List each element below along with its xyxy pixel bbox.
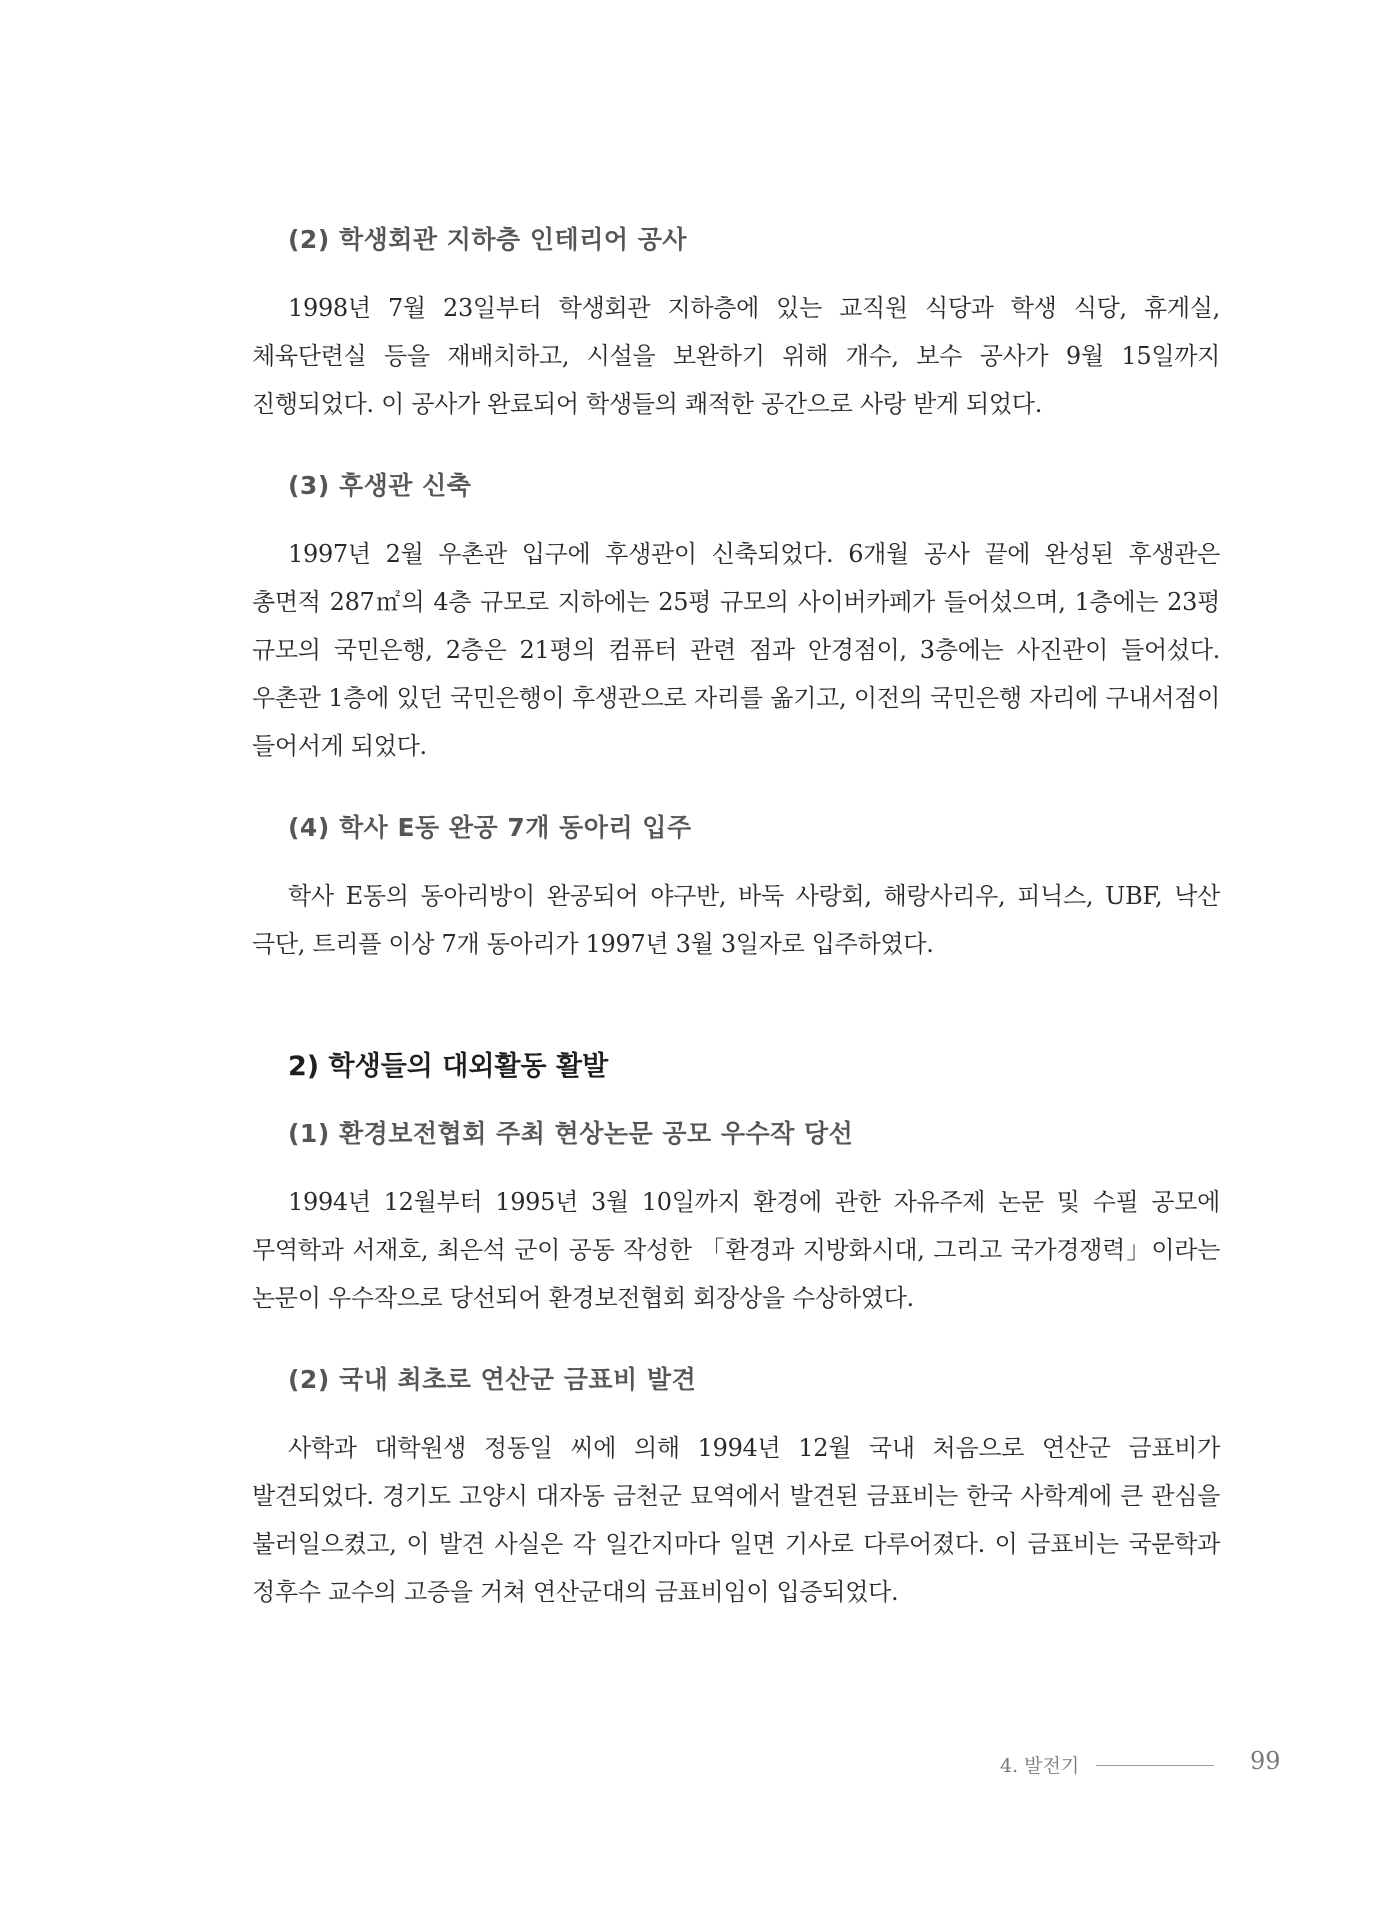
subsection-heading: (4) 학사 E동 완공 7개 동아리 입주: [288, 813, 692, 842]
page-number: 99: [1250, 1747, 1281, 1775]
subsection-heading: (2) 학생회관 지하층 인테리어 공사: [288, 225, 688, 254]
subsection-heading: (1) 환경보전협회 주최 현상논문 공모 우수작 당선: [288, 1119, 854, 1148]
footer-chapter-label: 4. 발전기: [1000, 1755, 1080, 1777]
subsection-paragraph: 사학과 대학원생 정동일 씨에 의해 1994년 12월 국내 처음으로 연산군 금표비가 발견되었다. 경기도 고양시 대자동 금천군 묘역에서 발견된 금표비는 한국 사학계에 큰 관심을 불러일으켰고, 이 발견 사실은 각 일간지마다 일면 기사로 다루어졌다. 이 금표비는 국문학과 정후수 교수의 고증을 거쳐 연산군대의 금표비임이 입증되었다.: [252, 1434, 1220, 1606]
subsection-heading: (3) 후생관 신축: [288, 471, 472, 500]
subsection-heading: (2) 국내 최초로 연산군 금표비 발견: [288, 1365, 697, 1394]
section-heading: 2) 학생들의 대외활동 활발: [288, 1051, 609, 1082]
page-content: [252, 222, 1220, 1656]
subsection-paragraph: 1994년 12월부터 1995년 3월 10일까지 환경에 관한 자유주제 논문 및 수필 공모에 무역학과 서재호, 최은석 군이 공동 작성한 「환경과 지방화시대, 그리고 국가경쟁력」이라는 논문이 우수작으로 당선되어 환경보전협회 회장상을 수상하였다.: [252, 1188, 1220, 1312]
subsection-paragraph: 1998년 7월 23일부터 학생회관 지하층에 있는 교직원 식당과 학생 식당, 휴게실, 체육단련실 등을 재배치하고, 시설을 보완하기 위해 개수, 보수 공사가 9월 15일까지 진행되었다. 이 공사가 완료되어 학생들의 쾌적한 공간으로 사랑 받게 되었다.: [252, 294, 1220, 418]
page-footer: [1000, 1745, 1300, 1781]
section-spacer: [252, 1008, 1220, 1048]
subsection-paragraph: 1997년 2월 우촌관 입구에 후생관이 신축되었다. 6개월 공사 끝에 완성된 후생관은 총면적 287㎡의 4층 규모로 지하에는 25평 규모의 사이버카페가 들어섰으며, 1층에는 23평 규모의 국민은행, 2층은 21평의 컴퓨터 관련 점과 안경점이, 3층에는 사진관이 들어섰다. 우촌관 1층에 있던 국민은행이 후생관으로 자리를 옮기고, 이전의 국민은행 자리에 구내서점이 들어서게 되었다.: [252, 540, 1220, 760]
subsection-paragraph: 학사 E동의 동아리방이 완공되어 야구반, 바둑 사랑회, 해랑사리우, 피닉스, UBF, 낙산 극단, 트리플 이상 7개 동아리가 1997년 3월 3일자로 입주하였다.: [252, 882, 1220, 958]
footer-divider: [1096, 1765, 1214, 1766]
